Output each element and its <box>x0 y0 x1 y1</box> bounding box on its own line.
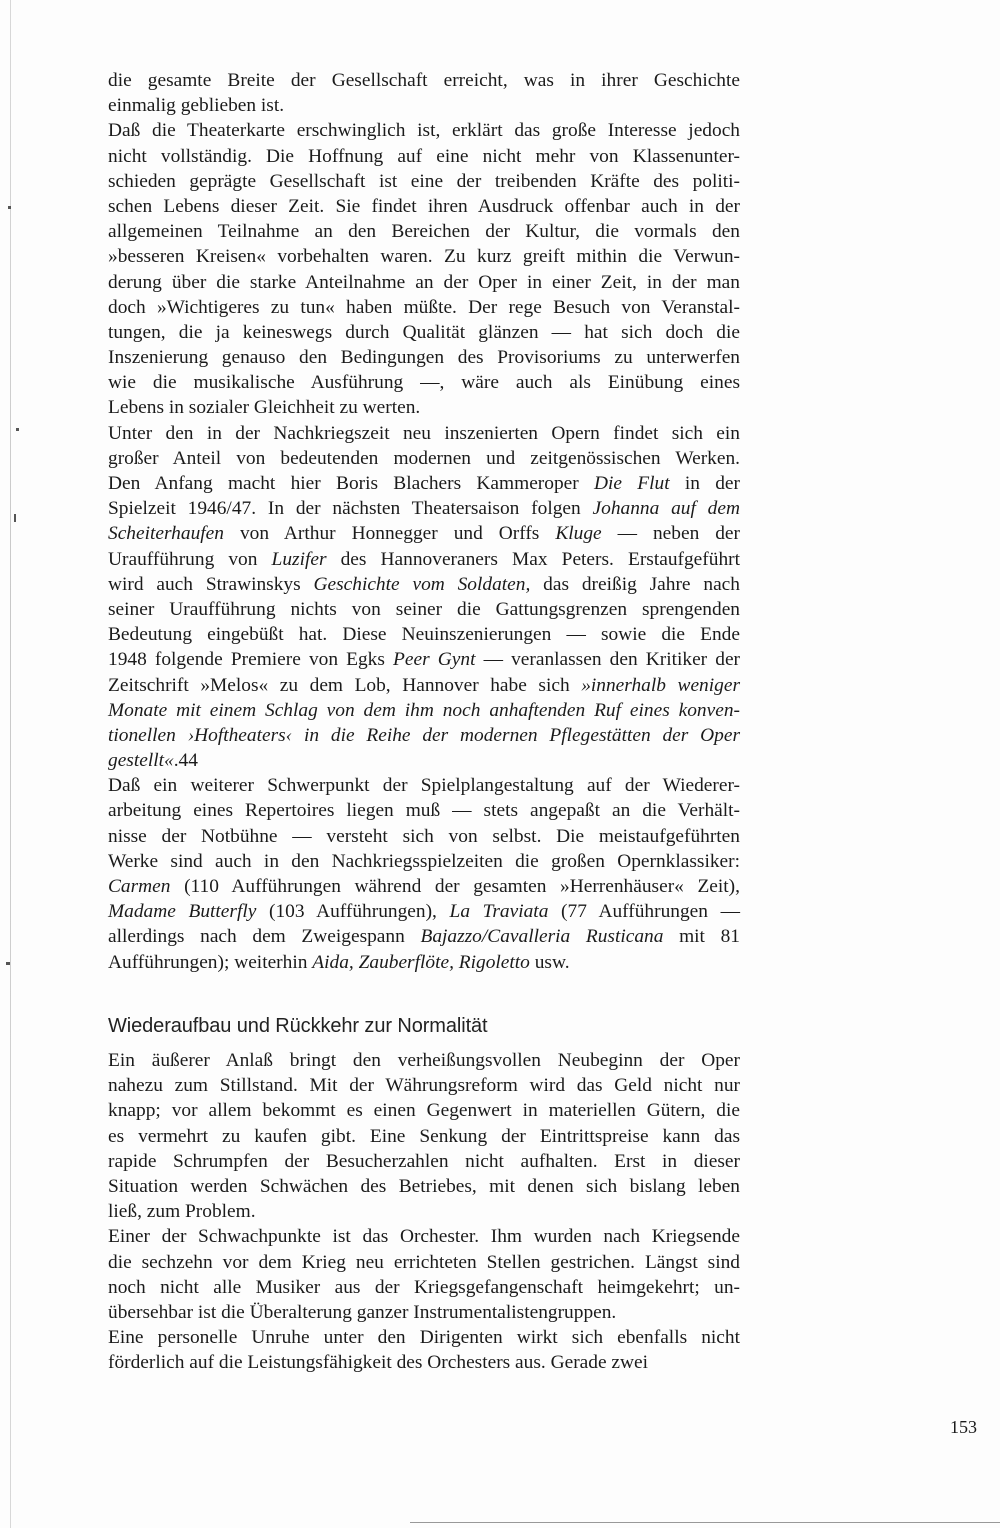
text-line <box>108 899 740 924</box>
text-run: von Arthur Honnegger und Orffs <box>223 523 556 545</box>
text-run: Inszenierung genauso den Bedingungen des Provisoriums zu unterwerfen <box>108 347 740 369</box>
text-line <box>108 673 740 698</box>
bottom-edge-rule <box>410 1522 1000 1523</box>
italic-title: Aida, Zauberflöte, Rigoletto <box>312 951 530 973</box>
text-run: (103 Aufführungen), <box>256 901 450 923</box>
text-run: .44 <box>173 750 198 772</box>
text-line <box>108 1098 740 1123</box>
text-run: »besseren Kreisen« vorbehalten waren. Zu kurz greift mithin die Verwun- <box>108 246 740 268</box>
italic-title: Kluge <box>555 523 602 545</box>
italic-title: tionellen ›Hoftheaters‹ in die Reihe der modernen Pflegestätten der Oper <box>108 724 740 746</box>
text-line <box>108 1199 740 1224</box>
text-run: großer Anteil von bedeutenden modernen und zeitgenössischen Werken. <box>108 447 740 469</box>
paragraph-block-section <box>108 1048 740 1375</box>
text-line <box>108 698 740 723</box>
text-line <box>108 1250 740 1275</box>
text-line <box>108 244 740 269</box>
text-run: (110 Aufführungen während der gesamten »Herrenhäuser« Zeit), <box>170 876 740 897</box>
italic-title: Peer Gynt <box>393 649 476 671</box>
text-run: in der <box>669 473 740 494</box>
text-run: Situation werden Schwächen des Betriebes, mit denen sich bislang leben <box>108 1175 740 1197</box>
text-line <box>108 1350 740 1375</box>
italic-title: Geschichte vom Soldaten, <box>313 573 531 595</box>
text-run: es vermehrt zu kaufen gibt. Eine Senkung der Eintrittspreise kann das <box>108 1125 740 1147</box>
text-run: Uraufführung von <box>108 548 272 570</box>
text-line <box>108 1275 740 1300</box>
text-run: nicht vollständig. Die Hoffnung auf eine nicht mehr von Klassenunter- <box>108 145 740 167</box>
text-line <box>108 446 740 471</box>
text-line <box>108 723 740 748</box>
text-run: Daß die Theaterkarte erschwinglich ist, erklärt das große Interesse jedoch <box>108 120 740 142</box>
text-run: tungen, die ja keineswegs durch Qualität glänzen — hat sich doch die <box>108 321 740 343</box>
gutter-line <box>10 0 11 1528</box>
text-run: — veranlassen den Kritiker der <box>475 649 741 671</box>
text-line <box>108 471 740 496</box>
text-line <box>108 824 740 849</box>
text-line <box>108 194 740 219</box>
text-run: ließ, zum Problem. <box>108 1201 256 1223</box>
italic-title: »innerhalb weniger <box>581 674 740 696</box>
text-run: übersehbar ist die Überalterung ganzer Instrumentalistengruppen. <box>108 1301 617 1323</box>
text-line <box>108 395 740 420</box>
text-line <box>108 320 740 345</box>
text-line <box>108 773 740 798</box>
text-run: Aufführungen); weiterhin <box>108 951 313 973</box>
text-run: Bedeutung eingebüßt hat. Diese Neuinszenierungen — sowie die Ende <box>108 624 740 646</box>
text-line <box>108 1149 740 1174</box>
italic-title: Madame Butterfly <box>108 901 257 923</box>
gutter-speck <box>14 514 16 522</box>
text-line <box>108 1224 740 1249</box>
text-run: allgemeinen Teilnahme an den Bereichen der Kultur, die vormals den <box>108 221 740 243</box>
text-run: die sechzehn vor dem Krieg neu errichteten Stellen gestrichen. Längst sind <box>108 1251 740 1273</box>
gutter-speck <box>8 206 11 209</box>
italic-title: Carmen <box>108 876 171 897</box>
gutter-speck <box>16 428 19 431</box>
text-line <box>108 1300 740 1325</box>
text-run: die gesamte Breite der Gesellschaft erreicht, was in ihrer Geschichte <box>108 70 740 91</box>
italic-title: Scheiterhaufen <box>108 523 224 545</box>
text-run: Eine personelle Unruhe unter den Dirigenten wirkt sich ebenfalls nicht <box>108 1327 740 1349</box>
text-run: Unter den in der Nachkriegszeit neu inszenierten Opern findet sich ein <box>108 422 740 444</box>
text-line <box>108 270 740 295</box>
text-line <box>108 597 740 622</box>
text-line <box>108 874 740 899</box>
text-line <box>108 572 740 597</box>
text-line <box>108 1073 740 1098</box>
text-run: — neben der <box>601 523 740 545</box>
text-line <box>108 345 740 370</box>
paragraph-block-main <box>108 68 740 975</box>
text-line <box>108 924 740 949</box>
text-run: nahezu zum Stillstand. Mit der Währungsreform wird das Geld nicht nur <box>108 1075 740 1097</box>
text-line <box>108 521 740 546</box>
text-line <box>108 950 740 975</box>
section-heading: Wiederaufbau und Rückkehr zur Normalität <box>108 1015 488 1037</box>
text-line <box>108 647 740 672</box>
text-run: schen Lebens dieser Zeit. Sie findet ihren Ausdruck offenbar auch in der <box>108 195 740 217</box>
text-run: derung über die starke Anteilnahme an der Oper in einer Zeit, in der man <box>108 271 740 293</box>
italic-title: Bajazzo/Cavalleria Rusticana <box>420 926 664 948</box>
italic-title: gestellt« <box>108 750 174 772</box>
page-number: 153 <box>950 1417 977 1437</box>
text-run: Ein äußerer Anlaß bringt den verheißungsvollen Neubeginn der Oper <box>108 1050 740 1071</box>
text-run: Den Anfang macht hier Boris Blachers Kammeroper <box>108 473 594 494</box>
text-run: seiner Uraufführung nichts von seiner die Gattungsgrenzen sprengenden <box>108 598 740 620</box>
text-line <box>108 496 740 521</box>
text-line <box>108 1325 740 1350</box>
text-line <box>108 93 740 118</box>
text-run: Daß ein weiterer Schwerpunkt der Spielplangestaltung auf der Wiederer- <box>108 775 740 797</box>
text-line <box>108 622 740 647</box>
italic-title: La Traviata <box>449 901 549 923</box>
text-line <box>108 219 740 244</box>
text-run: mit 81 <box>663 926 740 948</box>
text-run: förderlich auf die Leistungsfähigkeit des Orchesters aus. Gerade zwei <box>108 1352 649 1374</box>
text-run: rapide Schrumpfen der Besucherzahlen nicht aufhalten. Erst in dieser <box>108 1150 740 1172</box>
italic-title: Monate mit einem Schlag von dem ihm noch anhaftenden Ruf eines konven- <box>108 699 740 721</box>
text-run: des Hannoveraners Max Peters. Erstaufgeführt <box>326 548 740 570</box>
text-run: wie die musikalische Ausführung —, wäre auch als Einübung eines <box>108 372 740 394</box>
text-line <box>108 547 740 572</box>
text-run: doch »Wichtigeres zu tun« haben müßte. Der rege Besuch von Veranstal- <box>108 296 740 318</box>
text-run: arbeitung eines Repertoires liegen muß — stets angepaßt an die Verhält- <box>108 800 740 822</box>
text-run: knapp; vor allem bekommt es einen Gegenwert in materiellen Gütern, die <box>108 1100 740 1122</box>
text-line <box>108 370 740 395</box>
text-run: nisse der Notbühne — versteht sich von selbst. Die meistaufgeführten <box>108 825 740 847</box>
text-line <box>108 849 740 874</box>
text-run: allerdings nach dem Zweigespann <box>108 926 421 948</box>
text-line <box>108 1124 740 1149</box>
italic-title: Johanna auf dem <box>592 498 740 520</box>
text-run: Einer der Schwachpunkte ist das Orchester. Ihm wurden nach Kriegsende <box>108 1226 740 1248</box>
text-line <box>108 144 740 169</box>
text-line <box>108 68 740 93</box>
text-run: Spielzeit 1946/47. In der nächsten Theatersaison folgen <box>108 498 593 520</box>
text-line <box>108 118 740 143</box>
text-line <box>108 1048 740 1073</box>
text-run: Zeitschrift »Melos« zu dem Lob, Hannover habe sich <box>108 674 582 696</box>
text-run: Werke sind auch in den Nachkriegsspielzeiten die großen Opernklassiker: <box>108 850 740 872</box>
text-line <box>108 295 740 320</box>
text-line <box>108 169 740 194</box>
text-run: wird auch Strawinskys <box>108 573 314 595</box>
text-run: 1948 folgende Premiere von Egks <box>108 649 394 671</box>
text-run: schieden geprägte Gesellschaft ist eine der treibenden Kräfte des politi- <box>108 170 740 192</box>
text-run: (77 Aufführungen — <box>548 901 740 923</box>
text-line <box>108 1174 740 1199</box>
text-run: einmalig geblieben ist. <box>108 95 285 117</box>
text-run: usw. <box>529 951 570 973</box>
gutter-speck <box>6 962 10 965</box>
text-line <box>108 748 740 773</box>
text-run: Lebens in sozialer Gleichheit zu werten. <box>108 397 421 419</box>
text-run: das dreißig Jahre nach <box>530 573 740 595</box>
italic-title: Luzifer <box>271 548 327 570</box>
italic-title: Die Flut <box>594 473 670 494</box>
text-line <box>108 798 740 823</box>
text-run: noch nicht alle Musiker aus der Kriegsgefangenschaft heimgekehrt; un- <box>108 1276 740 1298</box>
text-line <box>108 421 740 446</box>
